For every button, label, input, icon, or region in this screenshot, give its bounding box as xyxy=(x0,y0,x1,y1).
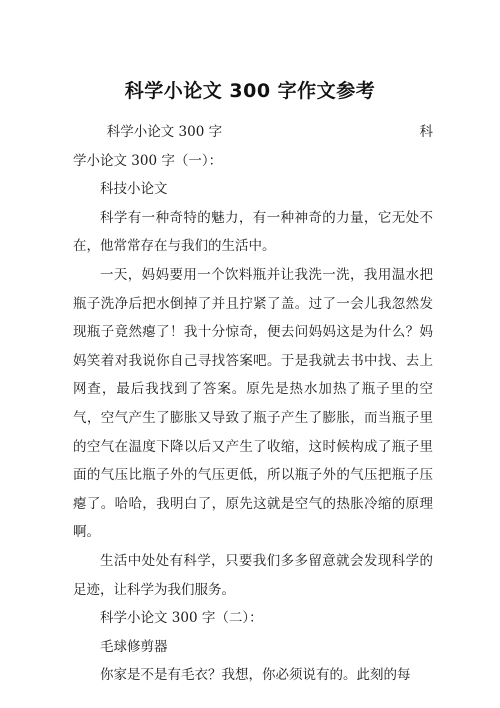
paragraph: 生活中处处有科学，只要我们多多留意就会发现科学的足迹，让科学为我们服务。 xyxy=(73,552,433,598)
paragraph: 一天，妈妈要用一个饮料瓶并让我洗一洗，我用温水把瓶子洗净后把水倒掉了并且拧紧了盖。过了一会儿我忽然发现瓶子竟然瘪了！我十分惊奇，便去问妈妈这是为什么？妈妈笑着对我说你自己寻找答案吧。于是我就去书中找、去上网查，最后我找到了答案。原先是热水加热了瓶子里的空气，空气产生了膨胀又导致了瓶子产生了膨胀，而当瓶子里的空气在温度下降以后又产生了收缩，这时候构成了瓶子里面的气压比瓶子外的气压更低，所以瓶子外的气压把瓶子压瘪了。哈哈，我明白了，原先这就是空气的热胀冷缩的原理啊。 xyxy=(73,266,433,541)
document-body xyxy=(73,118,433,690)
paragraph: 你家是不是有毛衣？我想，你必须说有的。此刻的每 xyxy=(100,667,411,684)
document-title: 科学小论文 300 字作文参考 xyxy=(124,80,376,102)
intro-line xyxy=(73,118,433,147)
section-heading-2: 科学小论文 300 字（二）： xyxy=(100,610,263,627)
intro-right: 科 xyxy=(419,124,433,140)
intro-left: 科学小论文 300 字 xyxy=(106,124,223,140)
intro-continuation: 学小论文 300 字（一）： xyxy=(73,152,223,169)
paragraph-heading-1: 科技小论文 xyxy=(100,181,168,198)
paragraph: 科学有一种奇特的魅力，有一种神奇的力量，它无处不在，他常常存在与我们的生活中。 xyxy=(73,209,433,255)
paragraph-heading-2: 毛球修剪器 xyxy=(100,638,168,655)
